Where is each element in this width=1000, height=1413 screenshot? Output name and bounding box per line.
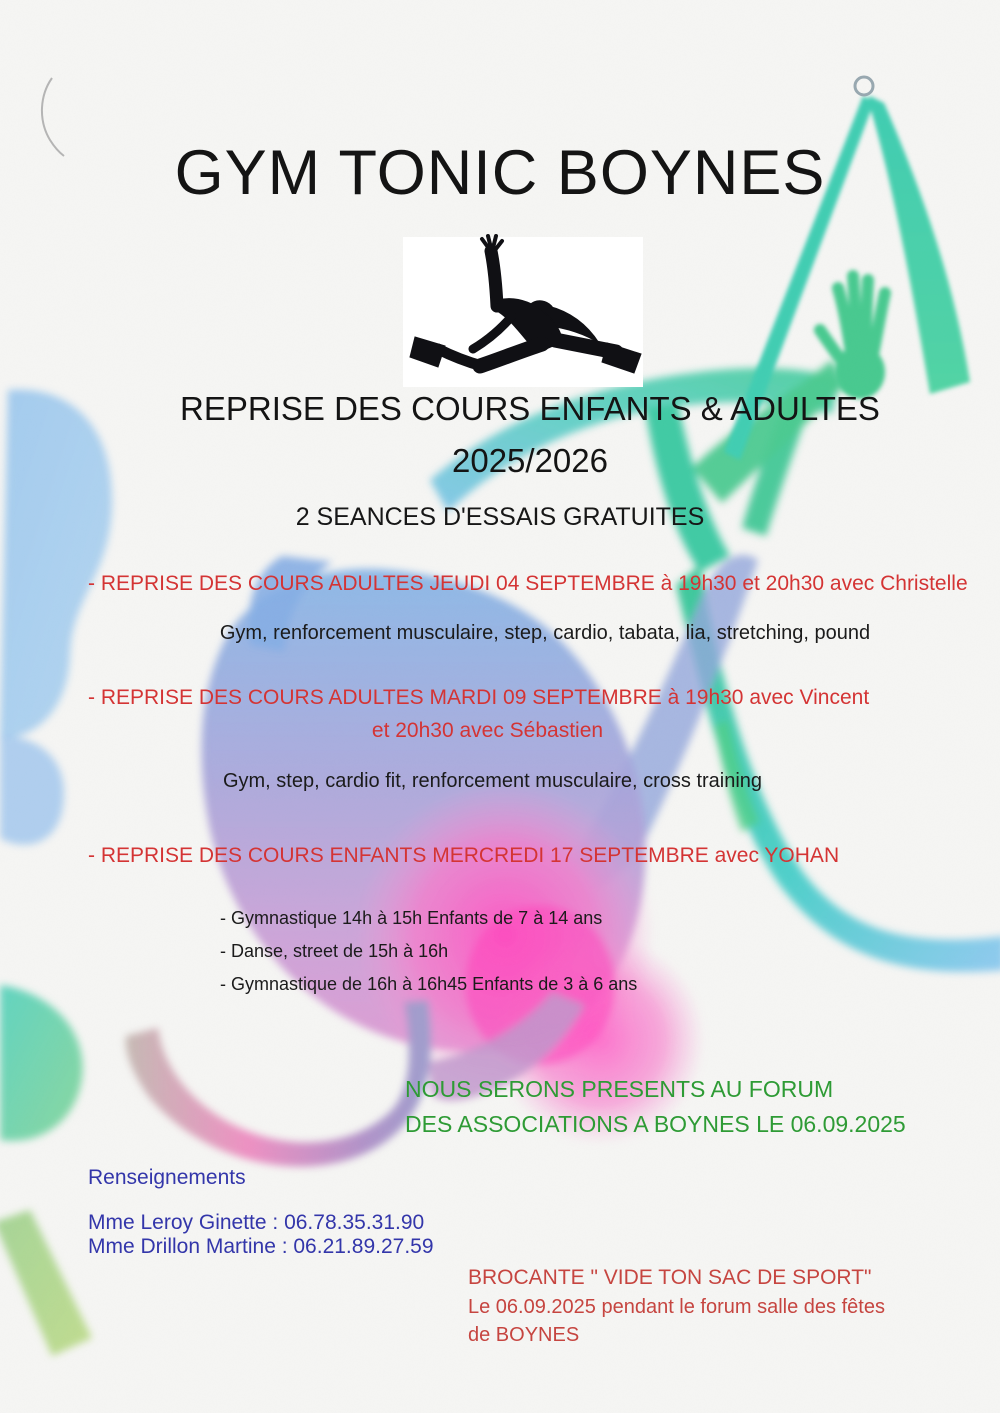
adults-tuesday-activities: Gym, step, cardio fit, renforcement musculaire, cross training [222, 770, 763, 792]
adults-tuesday-heading-line1: - REPRISE DES COURS ADULTES MARDI 09 SEPTEMBRE à 19h30 avec Vincent [88, 686, 870, 709]
poster-title: GYM TONIC BOYNES [174, 138, 826, 208]
free-trial-line: 2 SEANCES D'ESSAIS GRATUITES [295, 503, 705, 531]
contacts-phones [88, 1211, 434, 1259]
dancer-silhouette-icon [403, 237, 643, 387]
contacts-label: Renseignements [88, 1166, 246, 1189]
children-schedule-item: - Danse, street de 15h à 16h [220, 941, 449, 961]
course-restart-heading [60, 390, 1000, 481]
forum-line2: DES ASSOCIATIONS A BOYNES LE 06.09.2025 [405, 1111, 906, 1137]
brocante-line2: Le 06.09.2025 pendant le forum salle des fêtes [468, 1295, 885, 1318]
children-schedule-item: - Gymnastique 14h à 15h Enfants de 7 à 14 ans [220, 908, 603, 928]
adults-thursday-heading: - REPRISE DES COURS ADULTES JEUDI 04 SEPTEMBRE à 19h30 et 20h30 avec Christelle [88, 572, 968, 595]
forum-line1: NOUS SERONS PRESENTS AU FORUM [405, 1076, 834, 1102]
heading-line1: REPRISE DES COURS ENFANTS & ADULTES [180, 390, 880, 427]
adults-tuesday-heading-line2: et 20h30 avec Sébastien [371, 719, 604, 742]
forum-announcement [405, 1072, 906, 1142]
children-schedule-list [220, 902, 637, 1001]
contact-phone-1: Mme Leroy Ginette : 06.78.35.31.90 [88, 1211, 425, 1234]
brocante-line3: de BOYNES [468, 1324, 580, 1346]
heading-season: 2025/2026 [452, 441, 608, 479]
contact-phone-2: Mme Drillon Martine : 06.21.89.27.59 [88, 1235, 434, 1258]
brocante-line1: BROCANTE " VIDE TON SAC DE SPORT" [468, 1266, 872, 1289]
children-wednesday-heading: - REPRISE DES COURS ENFANTS MERCREDI 17 SEPTEMBRE avec YOHAN [88, 844, 840, 867]
children-schedule-item: - Gymnastique de 16h à 16h45 Enfants de 3 à 6 ans [220, 974, 638, 994]
brocante-announcement [468, 1264, 885, 1350]
adults-thursday-activities: Gym, renforcement musculaire, step, cardio, tabata, lia, stretching, pound [219, 622, 871, 644]
